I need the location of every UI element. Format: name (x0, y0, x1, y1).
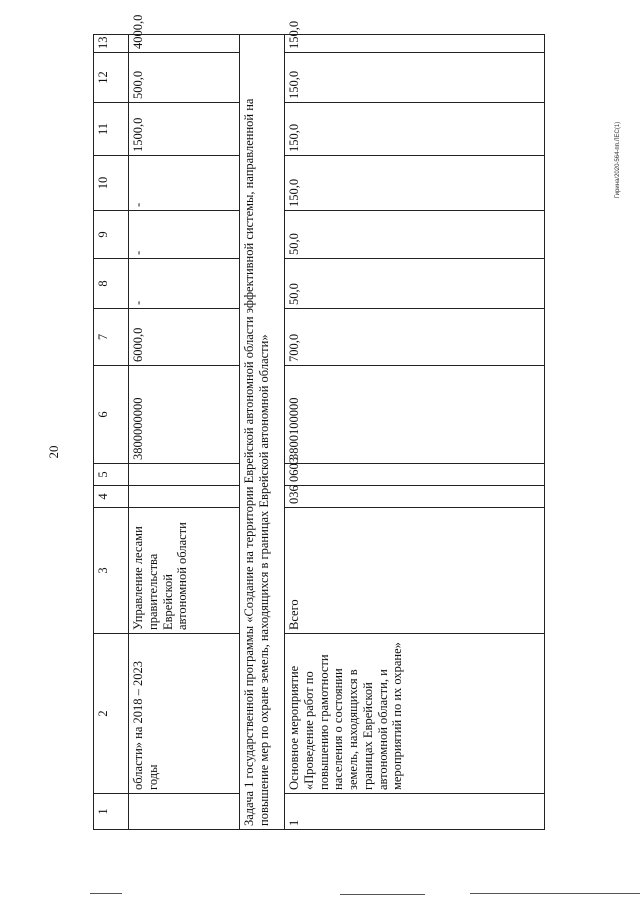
header-cell-13: 13 (94, 35, 129, 53)
table-row (129, 35, 240, 830)
cell-2023: 150,0 (285, 35, 545, 53)
cell-2018: 50,0 (285, 259, 545, 309)
scan-mark (340, 894, 425, 895)
rotated-table (93, 14, 580, 830)
cell-section (129, 464, 240, 486)
table-container (93, 14, 580, 830)
header-cell-1: 1 (94, 794, 129, 830)
cell-2022: 500,0 (129, 53, 240, 103)
cell-section: 0603 (285, 464, 545, 486)
table-row (285, 35, 545, 830)
cell-target-code: 3800100000 (285, 366, 545, 464)
header-cell-10: 10 (94, 156, 129, 211)
header-cell-4: 4 (94, 486, 129, 508)
header-cell-3: 3 (94, 508, 129, 634)
cell-name: области» на 2018 – 2023 годы (129, 634, 240, 794)
cell-2023: 4000,0 (129, 35, 240, 53)
cell-2021: 150,0 (285, 103, 545, 156)
document-code (608, 20, 628, 300)
header-cell-6: 6 (94, 366, 129, 464)
task-description: Задача 1 государственной программы «Создание на территории Еврейской автономной области эффективной системы, направленной на повышение мер по охране земель, находящихся в границах Еврейской автономной области» (240, 35, 285, 830)
header-cell-2: 2 (94, 634, 129, 794)
cell-name: Основное мероприятие «Проведение работ по повышению грамотности населения о состоянии земель, находящихся в границах Еврейской автономной области, и мероприятий по их охране» (285, 634, 545, 794)
task-row (240, 35, 285, 830)
cell-2018: - (129, 259, 240, 309)
cell-number (129, 794, 240, 830)
cell-2020: 150,0 (285, 156, 545, 211)
cell-2021: 1500,0 (129, 103, 240, 156)
cell-total: 6000,0 (129, 309, 240, 366)
cell-target-code: 3800000000 (129, 366, 240, 464)
page-number: 20 (46, 445, 61, 459)
cell-2022: 150,0 (285, 53, 545, 103)
cell-2019: - (129, 211, 240, 259)
header-row (94, 35, 129, 830)
header-cell-12: 12 (94, 53, 129, 103)
header-cell-5: 5 (94, 464, 129, 486)
document-code-text: Гирина/2020-564-пп.ЛЕС(1) (615, 121, 621, 199)
cell-2019: 50,0 (285, 211, 545, 259)
cell-number: 1 (285, 794, 545, 830)
cell-grbs (129, 486, 240, 508)
header-cell-8: 8 (94, 259, 129, 309)
cell-executor: Управление лесами правительства Еврейской автономной области (129, 508, 240, 634)
cell-total: 700,0 (285, 309, 545, 366)
scan-mark (470, 893, 640, 894)
cell-executor: Всего (285, 508, 545, 634)
header-cell-11: 11 (94, 103, 129, 156)
cell-2020: - (129, 156, 240, 211)
program-table (93, 14, 545, 830)
cell-grbs: 036 (285, 486, 545, 508)
scan-mark (90, 893, 122, 894)
header-cell-7: 7 (94, 309, 129, 366)
header-cell-9: 9 (94, 211, 129, 259)
